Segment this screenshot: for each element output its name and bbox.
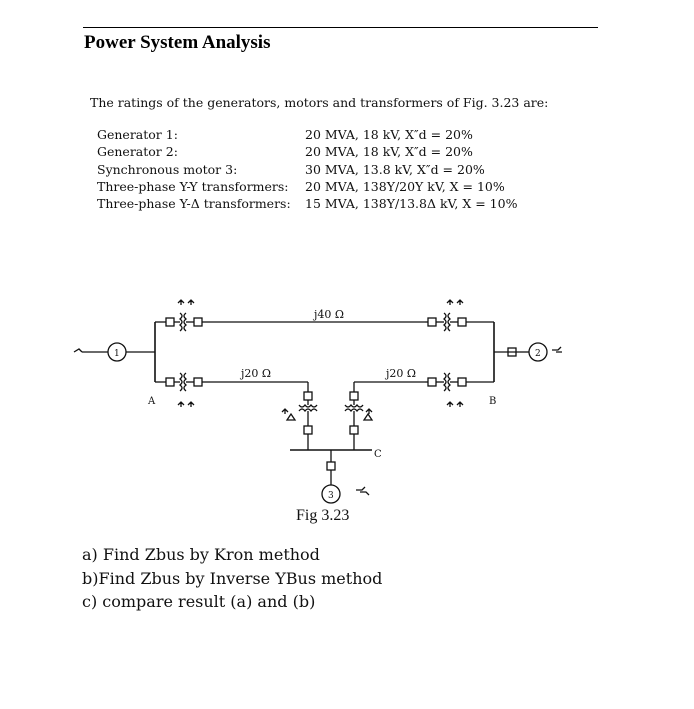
rating-value: 20 MVA, 18 kV, X″d = 20% bbox=[305, 144, 473, 160]
page-title: Power System Analysis bbox=[84, 32, 271, 53]
rating-label: Generator 2: bbox=[97, 144, 178, 160]
rating-label: Three-phase Y-Y transformers: bbox=[97, 178, 289, 194]
question-list bbox=[82, 543, 382, 614]
rating-value: 20 MVA, 138Y/20Y kV, X = 10% bbox=[305, 178, 505, 194]
generator-2-label: 2 bbox=[535, 349, 541, 359]
rating-value: 20 MVA, 18 kV, X″d = 20% bbox=[305, 127, 473, 142]
bus-a-label: A bbox=[148, 396, 156, 407]
bus-b-label: B bbox=[489, 396, 497, 407]
rating-value: 30 MVA, 13.8 kV, X″d = 20% bbox=[305, 161, 485, 177]
generator-1-label: 1 bbox=[114, 349, 120, 359]
question-item: c) compare result (a) and (b) bbox=[82, 592, 316, 611]
line-left-label: j20 Ω bbox=[241, 367, 272, 380]
one-line-diagram bbox=[60, 285, 620, 507]
question-item: b)Find Zbus by Inverse YBus method bbox=[82, 568, 383, 588]
problem-intro: The ratings of the generators, motors and transformers of Fig. 3.23 are: bbox=[90, 95, 549, 110]
line-top-label: j40 Ω bbox=[314, 308, 345, 321]
bus-c-label: C bbox=[374, 449, 382, 460]
figure-caption: Fig 3.23 bbox=[296, 507, 350, 524]
question-item: a) Find Zbus by Kron method bbox=[82, 545, 320, 564]
rating-label: Synchronous motor 3: bbox=[97, 161, 238, 177]
motor-3-label: 3 bbox=[328, 491, 334, 501]
rating-label: Generator 1: bbox=[97, 127, 178, 142]
rating-label: Three-phase Y-Δ transformers: bbox=[97, 196, 291, 212]
rating-value: 15 MVA, 138Y/13.8Δ kV, X = 10% bbox=[305, 196, 518, 212]
header-rule bbox=[83, 27, 598, 28]
line-right-label: j20 Ω bbox=[386, 367, 417, 380]
